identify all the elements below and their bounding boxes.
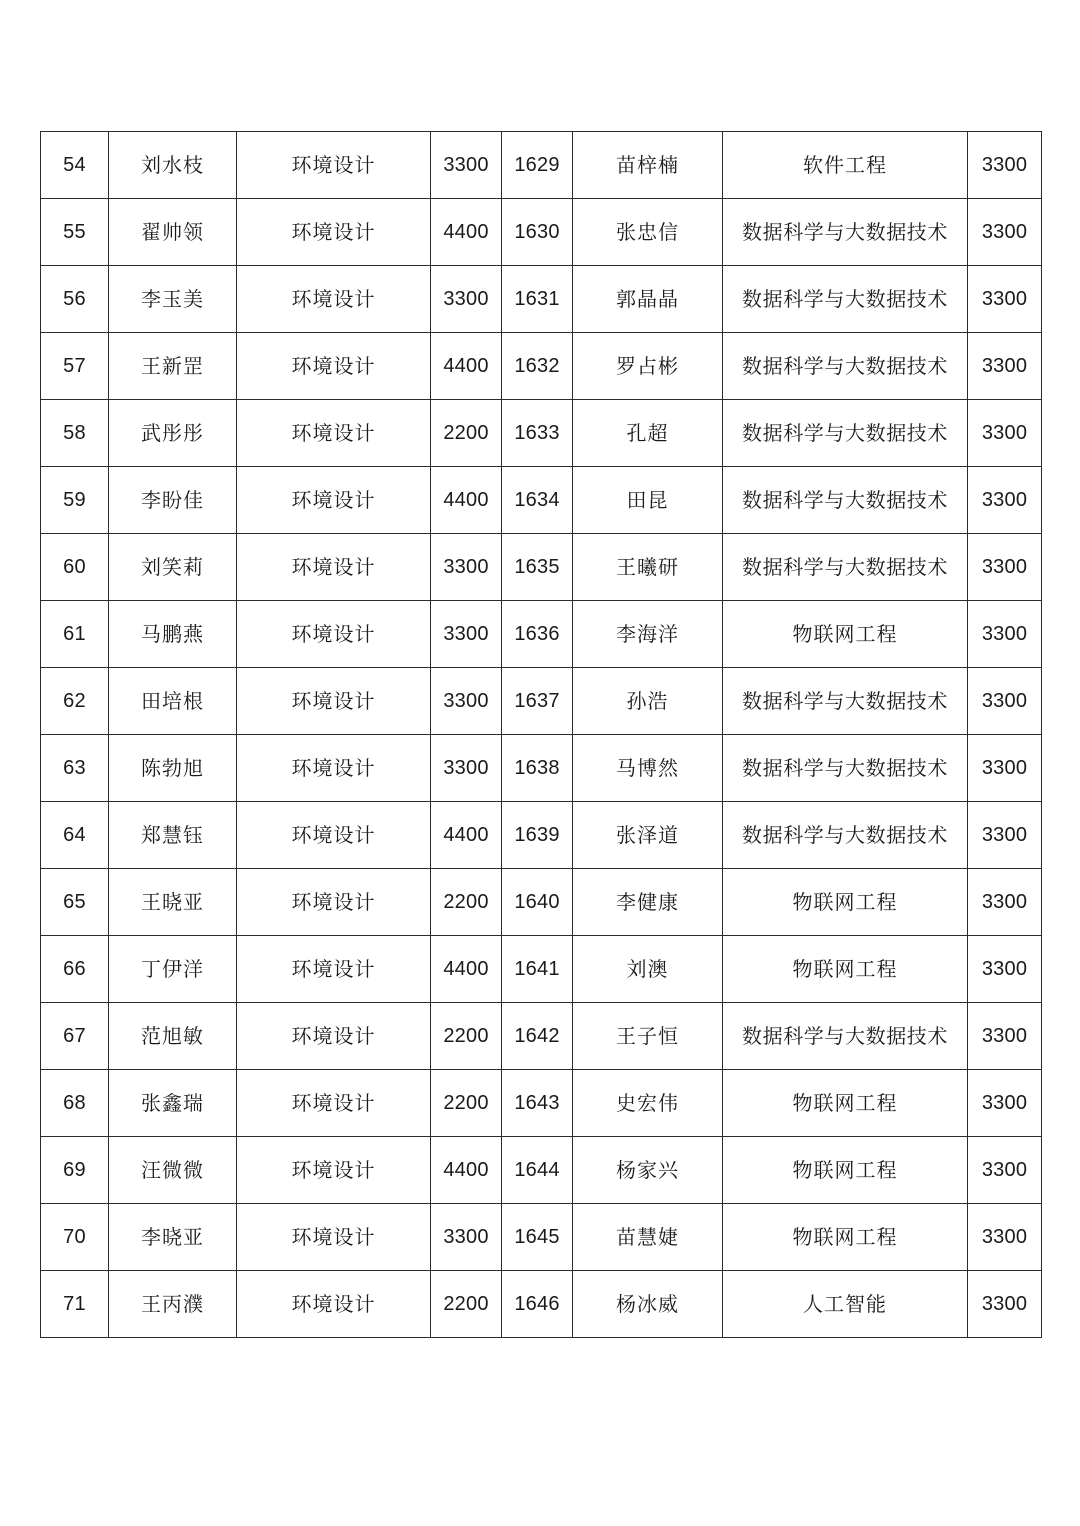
right-name-cell: 李健康 <box>573 869 723 936</box>
left-index-cell: 68 <box>41 1070 109 1137</box>
roster-sheet <box>40 131 1041 1334</box>
right-name-cell: 史宏伟 <box>573 1070 723 1137</box>
right-name-cell: 王曦研 <box>573 534 723 601</box>
left-index-cell: 67 <box>41 1003 109 1070</box>
roster-table <box>40 131 1042 1338</box>
table-row <box>41 936 1042 1003</box>
table-row <box>41 1137 1042 1204</box>
left-amount-cell: 3300 <box>431 266 502 333</box>
left-major-cell: 环境设计 <box>237 467 431 534</box>
right-major-cell: 数据科学与大数据技术 <box>723 1003 968 1070</box>
left-index-cell: 57 <box>41 333 109 400</box>
table-row <box>41 400 1042 467</box>
table-row <box>41 735 1042 802</box>
left-amount-cell: 4400 <box>431 199 502 266</box>
left-index-cell: 65 <box>41 869 109 936</box>
right-name-cell: 杨家兴 <box>573 1137 723 1204</box>
table-row <box>41 601 1042 668</box>
right-major-cell: 物联网工程 <box>723 601 968 668</box>
right-index-cell: 1646 <box>502 1271 573 1338</box>
left-amount-cell: 3300 <box>431 735 502 802</box>
left-major-cell: 环境设计 <box>237 735 431 802</box>
left-major-cell: 环境设计 <box>237 936 431 1003</box>
right-amount-cell: 3300 <box>968 467 1042 534</box>
left-amount-cell: 2200 <box>431 1271 502 1338</box>
right-major-cell: 数据科学与大数据技术 <box>723 467 968 534</box>
left-name-cell: 陈勃旭 <box>109 735 237 802</box>
right-index-cell: 1641 <box>502 936 573 1003</box>
table-row <box>41 333 1042 400</box>
left-name-cell: 范旭敏 <box>109 1003 237 1070</box>
right-major-cell: 数据科学与大数据技术 <box>723 400 968 467</box>
left-amount-cell: 3300 <box>431 132 502 199</box>
right-amount-cell: 3300 <box>968 802 1042 869</box>
right-amount-cell: 3300 <box>968 199 1042 266</box>
left-amount-cell: 3300 <box>431 601 502 668</box>
right-index-cell: 1634 <box>502 467 573 534</box>
left-major-cell: 环境设计 <box>237 1003 431 1070</box>
right-major-cell: 物联网工程 <box>723 869 968 936</box>
left-index-cell: 71 <box>41 1271 109 1338</box>
left-major-cell: 环境设计 <box>237 802 431 869</box>
right-major-cell: 软件工程 <box>723 132 968 199</box>
right-major-cell: 数据科学与大数据技术 <box>723 668 968 735</box>
right-index-cell: 1631 <box>502 266 573 333</box>
left-index-cell: 58 <box>41 400 109 467</box>
right-amount-cell: 3300 <box>968 869 1042 936</box>
left-major-cell: 环境设计 <box>237 668 431 735</box>
right-major-cell: 数据科学与大数据技术 <box>723 266 968 333</box>
left-major-cell: 环境设计 <box>237 1271 431 1338</box>
table-row <box>41 802 1042 869</box>
left-index-cell: 70 <box>41 1204 109 1271</box>
left-name-cell: 李玉美 <box>109 266 237 333</box>
left-index-cell: 61 <box>41 601 109 668</box>
right-index-cell: 1645 <box>502 1204 573 1271</box>
left-index-cell: 69 <box>41 1137 109 1204</box>
right-index-cell: 1639 <box>502 802 573 869</box>
right-name-cell: 苗梓楠 <box>573 132 723 199</box>
left-amount-cell: 2200 <box>431 869 502 936</box>
right-name-cell: 杨冰威 <box>573 1271 723 1338</box>
left-index-cell: 54 <box>41 132 109 199</box>
right-amount-cell: 3300 <box>968 1271 1042 1338</box>
left-index-cell: 55 <box>41 199 109 266</box>
right-amount-cell: 3300 <box>968 735 1042 802</box>
left-amount-cell: 4400 <box>431 333 502 400</box>
left-amount-cell: 3300 <box>431 1204 502 1271</box>
left-major-cell: 环境设计 <box>237 869 431 936</box>
right-name-cell: 苗慧婕 <box>573 1204 723 1271</box>
right-major-cell: 数据科学与大数据技术 <box>723 802 968 869</box>
right-amount-cell: 3300 <box>968 1204 1042 1271</box>
right-index-cell: 1638 <box>502 735 573 802</box>
right-name-cell: 郭晶晶 <box>573 266 723 333</box>
right-major-cell: 人工智能 <box>723 1271 968 1338</box>
left-amount-cell: 3300 <box>431 534 502 601</box>
right-amount-cell: 3300 <box>968 668 1042 735</box>
right-amount-cell: 3300 <box>968 534 1042 601</box>
left-major-cell: 环境设计 <box>237 132 431 199</box>
left-name-cell: 王新罡 <box>109 333 237 400</box>
right-major-cell: 数据科学与大数据技术 <box>723 333 968 400</box>
right-index-cell: 1635 <box>502 534 573 601</box>
table-row <box>41 1070 1042 1137</box>
left-name-cell: 李晓亚 <box>109 1204 237 1271</box>
right-name-cell: 张忠信 <box>573 199 723 266</box>
left-name-cell: 马鹏燕 <box>109 601 237 668</box>
right-name-cell: 罗占彬 <box>573 333 723 400</box>
right-name-cell: 孙浩 <box>573 668 723 735</box>
right-amount-cell: 3300 <box>968 333 1042 400</box>
left-amount-cell: 2200 <box>431 1003 502 1070</box>
left-amount-cell: 4400 <box>431 467 502 534</box>
left-name-cell: 翟帅领 <box>109 199 237 266</box>
left-major-cell: 环境设计 <box>237 199 431 266</box>
table-row <box>41 1271 1042 1338</box>
left-name-cell: 武彤彤 <box>109 400 237 467</box>
right-major-cell: 物联网工程 <box>723 1137 968 1204</box>
left-amount-cell: 4400 <box>431 936 502 1003</box>
left-name-cell: 王晓亚 <box>109 869 237 936</box>
right-amount-cell: 3300 <box>968 936 1042 1003</box>
left-major-cell: 环境设计 <box>237 1070 431 1137</box>
right-major-cell: 数据科学与大数据技术 <box>723 199 968 266</box>
left-index-cell: 66 <box>41 936 109 1003</box>
right-index-cell: 1642 <box>502 1003 573 1070</box>
right-name-cell: 李海洋 <box>573 601 723 668</box>
right-index-cell: 1643 <box>502 1070 573 1137</box>
right-amount-cell: 3300 <box>968 1070 1042 1137</box>
left-amount-cell: 2200 <box>431 400 502 467</box>
left-name-cell: 丁伊洋 <box>109 936 237 1003</box>
left-index-cell: 62 <box>41 668 109 735</box>
table-row <box>41 1003 1042 1070</box>
right-index-cell: 1644 <box>502 1137 573 1204</box>
right-major-cell: 物联网工程 <box>723 936 968 1003</box>
right-amount-cell: 3300 <box>968 132 1042 199</box>
left-amount-cell: 4400 <box>431 802 502 869</box>
right-amount-cell: 3300 <box>968 1137 1042 1204</box>
right-amount-cell: 3300 <box>968 1003 1042 1070</box>
right-major-cell: 物联网工程 <box>723 1070 968 1137</box>
left-major-cell: 环境设计 <box>237 400 431 467</box>
right-index-cell: 1630 <box>502 199 573 266</box>
right-name-cell: 张泽道 <box>573 802 723 869</box>
left-name-cell: 汪微微 <box>109 1137 237 1204</box>
right-index-cell: 1633 <box>502 400 573 467</box>
table-row <box>41 869 1042 936</box>
left-major-cell: 环境设计 <box>237 1204 431 1271</box>
right-name-cell: 刘澳 <box>573 936 723 1003</box>
table-row <box>41 467 1042 534</box>
right-index-cell: 1629 <box>502 132 573 199</box>
table-row <box>41 199 1042 266</box>
right-major-cell: 数据科学与大数据技术 <box>723 534 968 601</box>
left-amount-cell: 4400 <box>431 1137 502 1204</box>
left-name-cell: 刘水枝 <box>109 132 237 199</box>
right-index-cell: 1632 <box>502 333 573 400</box>
right-name-cell: 孔超 <box>573 400 723 467</box>
left-major-cell: 环境设计 <box>237 266 431 333</box>
table-row <box>41 668 1042 735</box>
right-index-cell: 1637 <box>502 668 573 735</box>
left-major-cell: 环境设计 <box>237 333 431 400</box>
left-index-cell: 56 <box>41 266 109 333</box>
right-name-cell: 田昆 <box>573 467 723 534</box>
right-name-cell: 马博然 <box>573 735 723 802</box>
left-index-cell: 63 <box>41 735 109 802</box>
left-amount-cell: 2200 <box>431 1070 502 1137</box>
table-row <box>41 132 1042 199</box>
right-name-cell: 王子恒 <box>573 1003 723 1070</box>
left-amount-cell: 3300 <box>431 668 502 735</box>
right-major-cell: 数据科学与大数据技术 <box>723 735 968 802</box>
right-amount-cell: 3300 <box>968 266 1042 333</box>
left-major-cell: 环境设计 <box>237 534 431 601</box>
right-amount-cell: 3300 <box>968 601 1042 668</box>
right-amount-cell: 3300 <box>968 400 1042 467</box>
left-major-cell: 环境设计 <box>237 601 431 668</box>
left-index-cell: 60 <box>41 534 109 601</box>
table-row <box>41 266 1042 333</box>
roster-body <box>41 132 1042 1338</box>
left-name-cell: 李盼佳 <box>109 467 237 534</box>
left-name-cell: 王丙濮 <box>109 1271 237 1338</box>
right-major-cell: 物联网工程 <box>723 1204 968 1271</box>
left-major-cell: 环境设计 <box>237 1137 431 1204</box>
right-index-cell: 1640 <box>502 869 573 936</box>
table-row <box>41 534 1042 601</box>
left-name-cell: 刘笑莉 <box>109 534 237 601</box>
left-index-cell: 59 <box>41 467 109 534</box>
left-name-cell: 田培根 <box>109 668 237 735</box>
left-name-cell: 郑慧钰 <box>109 802 237 869</box>
right-index-cell: 1636 <box>502 601 573 668</box>
left-name-cell: 张鑫瑞 <box>109 1070 237 1137</box>
left-index-cell: 64 <box>41 802 109 869</box>
table-row <box>41 1204 1042 1271</box>
